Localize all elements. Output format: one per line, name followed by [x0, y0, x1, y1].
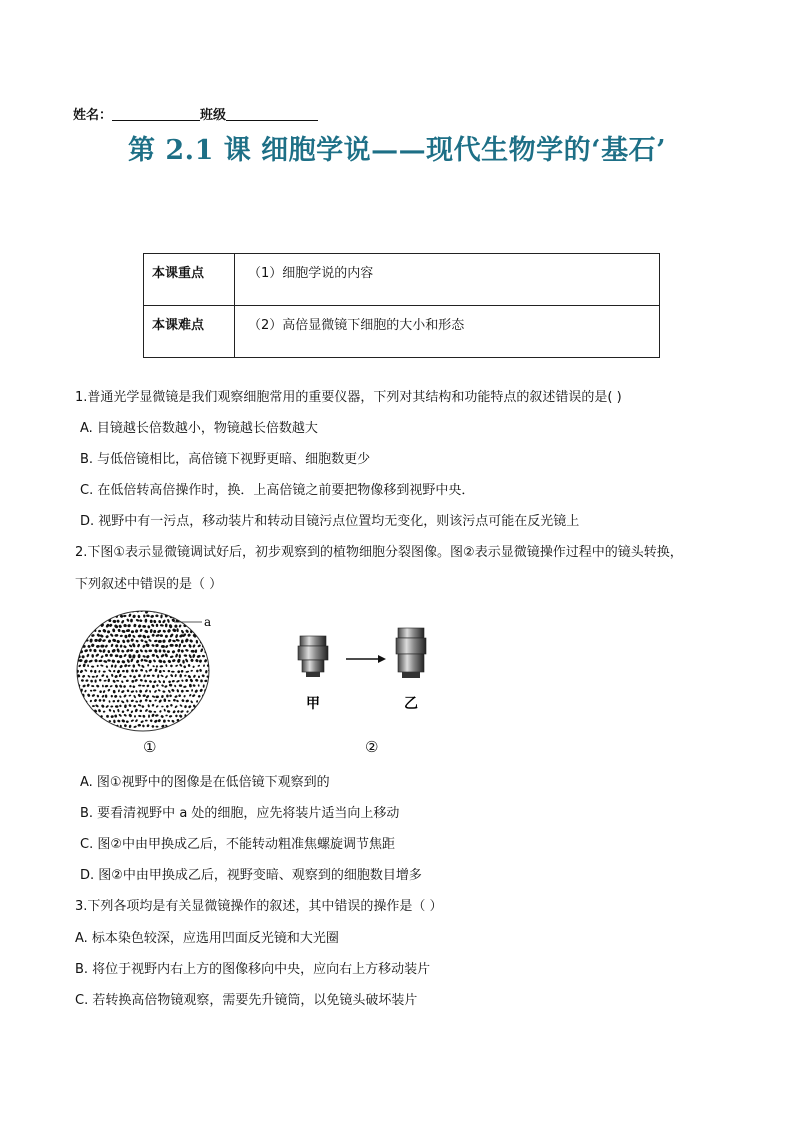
cell-dot	[96, 614, 101, 619]
cell-dot	[198, 725, 200, 728]
cell-dot	[192, 714, 195, 718]
cell-dot	[92, 676, 95, 678]
cell-dot	[183, 614, 187, 618]
cell-dot	[194, 608, 197, 612]
cell-dot	[77, 705, 80, 708]
cell-dot	[88, 618, 93, 622]
q1-option-c[interactable]: C. 在低倍转高倍操作时，换．上高倍镜之前要把物像移到视野中央．	[80, 483, 475, 498]
figure-2-label: ②	[365, 738, 379, 756]
cell-dot	[89, 610, 92, 613]
cell-dot	[166, 610, 170, 613]
cell-dot	[79, 715, 82, 719]
cell-dot	[186, 619, 190, 624]
focus-value: （1）细胞学说的内容	[235, 254, 660, 306]
cell-dot	[202, 724, 206, 728]
cell-dot	[86, 714, 89, 717]
cell-dot	[170, 644, 174, 647]
cell-dot	[75, 629, 79, 633]
cell-dot	[83, 715, 86, 719]
cell-dot	[205, 719, 208, 722]
cell-dot	[85, 610, 87, 614]
cell-dot	[92, 724, 96, 728]
q1-option-b[interactable]: B. 与低倍镜相比，高倍镜下视野更暗、细胞数更少	[80, 452, 371, 467]
cell-dot	[75, 689, 79, 693]
cell-dot	[84, 629, 87, 633]
name-blank[interactable]	[112, 107, 200, 121]
cell-dot	[202, 714, 205, 718]
cell-dot	[175, 724, 178, 727]
cell-dot	[178, 724, 181, 727]
cell-dot	[76, 640, 80, 644]
cell-dot	[77, 723, 80, 727]
cell-dot	[207, 724, 210, 727]
cell-dot	[179, 654, 181, 658]
cell-dot	[203, 609, 208, 614]
class-label: 班级	[200, 108, 227, 123]
cell-dot	[117, 609, 121, 613]
focus-key: 本课重点	[144, 254, 235, 306]
difficulty-value: （2）高倍显微镜下细胞的大小和形态	[235, 306, 660, 358]
question-1-stem: 1.普通光学显微镜是我们观察细胞常用的重要仪器，下列对其结构和功能特点的叙述错误的是( )	[75, 390, 622, 405]
cell-dot	[199, 609, 203, 613]
cell-dot	[190, 619, 194, 623]
cell-dot	[204, 700, 207, 702]
q2-option-d[interactable]: D. 图②中由甲换成乙后，视野变暗、观察到的细胞数目增多	[80, 868, 422, 883]
cell-dot	[210, 634, 214, 638]
cell-dot	[211, 724, 215, 728]
cell-dot	[96, 725, 99, 727]
table-row	[144, 306, 660, 358]
cell-dot	[208, 648, 212, 653]
q2-option-c[interactable]: C. 图②中由甲换成乙后，不能转动粗准焦螺旋调节焦距	[80, 837, 395, 852]
cell-dot	[176, 610, 180, 613]
cell-dot	[87, 623, 91, 627]
q3-option-a[interactable]: A. 标本染色较深，应选用凹面反光镜和大光圈	[75, 931, 339, 946]
cell-dot	[195, 629, 199, 633]
cell-dot	[204, 630, 207, 634]
cell-dot	[80, 608, 84, 613]
q3-option-b[interactable]: B. 将位于视野内右上方的图像移向中央，应向右上方移动装片	[75, 962, 431, 977]
question-2-stem-line-2: 下列叙述中错误的是（ ）	[75, 577, 223, 592]
cell-dot	[80, 709, 83, 712]
cell-dot	[100, 725, 104, 727]
cell-dot	[92, 623, 95, 626]
objective-lens-switch-image	[288, 626, 438, 716]
difficulty-key: 本课难点	[144, 306, 235, 358]
cell-dot	[203, 710, 206, 713]
cell-dot	[186, 719, 189, 722]
label-a: a	[204, 615, 212, 629]
cell-dot	[185, 609, 189, 612]
cell-dot	[105, 725, 109, 729]
cell-dot	[171, 609, 176, 613]
cell-dot	[211, 674, 215, 677]
arrow-icon	[378, 655, 386, 663]
cell-dot	[209, 629, 213, 632]
cell-dot	[147, 664, 149, 667]
cell-dot	[105, 613, 109, 618]
page-title: 第 2.1 课 细胞学说——现代生物学的‘基石’	[128, 135, 666, 166]
cell-dot	[184, 725, 187, 727]
cell-dot	[86, 614, 90, 618]
cell-dot	[95, 679, 97, 682]
cell-dot	[202, 635, 205, 639]
cell-dot	[199, 629, 203, 633]
cell-dot	[208, 709, 212, 712]
cell-dot	[94, 620, 98, 622]
cell-dot	[195, 620, 199, 624]
cell-dot	[75, 710, 79, 714]
cell-dot	[100, 614, 105, 619]
cell-dot	[76, 650, 79, 652]
cell-dot	[200, 719, 203, 722]
cell-dot	[85, 719, 88, 722]
question-2-stem-line-1: 2.下图①表示显微镜调试好后，初步观察到的植物细胞分裂图像。图②表示显微镜操作过程中的镜头转换，	[75, 545, 683, 560]
cell-dot	[204, 638, 209, 642]
cell-dot	[78, 645, 82, 649]
cell-dot	[109, 725, 112, 728]
cell-dot	[208, 689, 212, 693]
cell-dot	[84, 710, 87, 713]
cell-dot	[78, 634, 82, 638]
cell-dot	[199, 710, 202, 712]
cell-dot	[92, 714, 96, 718]
cell-dot	[80, 719, 84, 723]
q3-option-c[interactable]: C. 若转换高倍物镜观察，需要先升镜筒，以免镜头破坏装片	[75, 993, 418, 1008]
cell-dot	[98, 619, 102, 623]
cell-dot	[212, 695, 214, 698]
cell-dot	[211, 715, 214, 718]
cell-dot	[180, 609, 185, 613]
cell-dot	[206, 634, 210, 639]
cell-dot	[211, 704, 215, 707]
cell-dot	[98, 610, 101, 614]
cell-dot	[89, 710, 92, 713]
cell-dot	[209, 609, 213, 612]
cell-dot	[77, 694, 81, 698]
cell-dot	[91, 615, 95, 618]
cell-dot	[210, 684, 214, 688]
cell-dot	[212, 654, 215, 658]
cell-dot	[195, 720, 198, 723]
cell-dot	[209, 699, 212, 702]
cell-dot	[164, 609, 167, 613]
cell-dot	[103, 609, 107, 613]
cell-dot	[129, 685, 131, 688]
cell-dot	[76, 609, 79, 613]
cell-dot	[210, 665, 213, 668]
objective-yi-icon	[396, 628, 426, 678]
cell-dot	[81, 623, 85, 627]
cell-dot	[206, 644, 210, 648]
table-row	[144, 254, 660, 306]
cell-dot	[82, 704, 86, 708]
cell-dot	[87, 725, 90, 728]
cell-dot	[77, 624, 82, 628]
cell-dot	[201, 705, 205, 709]
cell-dot	[77, 614, 80, 617]
cell-dot	[209, 679, 213, 682]
cell-dot	[195, 709, 198, 712]
cell-dot	[85, 618, 88, 622]
question-3-stem: 3.下列各项均是有关显微镜操作的叙述，其中错误的操作是（ ）	[75, 899, 443, 914]
cell-dot	[197, 714, 200, 717]
cell-dot	[211, 614, 216, 618]
q1-option-a[interactable]: A. 目镜越长倍数越小，物镜越长倍数越大	[80, 421, 318, 436]
cell-dot	[99, 719, 102, 722]
cell-dot	[82, 614, 86, 618]
cell-division-field-image	[74, 608, 224, 733]
cell-dot	[192, 623, 197, 628]
cell-dot	[122, 609, 125, 613]
cell-dot	[80, 638, 84, 642]
cell-dot	[79, 629, 83, 632]
label-jia: 甲	[306, 696, 320, 712]
cell-dot	[76, 619, 80, 622]
name-label: 姓名：	[73, 108, 113, 123]
cell-dot	[206, 695, 209, 698]
cell-dot	[177, 614, 182, 619]
cell-dot	[193, 614, 197, 618]
cell-dot	[89, 720, 93, 724]
cell-dot	[107, 609, 111, 613]
cell-dot	[74, 719, 78, 723]
cell-dot	[125, 608, 129, 612]
cell-dot	[190, 609, 194, 613]
cell-dot	[76, 699, 79, 703]
cell-dot	[211, 643, 215, 647]
cell-dot	[92, 608, 97, 612]
cell-dot	[97, 665, 99, 667]
cell-dot	[79, 618, 83, 623]
q1-option-d[interactable]: D. 视野中有一污点，移动装片和转动目镜污点位置均无变化，则该污点可能在反光镜上	[80, 514, 580, 529]
cell-dot	[209, 640, 213, 644]
class-blank[interactable]	[226, 107, 318, 121]
q2-option-b[interactable]: B. 要看清视野中 a 处的细胞，应先将装片适当向上移动	[80, 806, 400, 821]
cell-dot	[206, 714, 208, 718]
cell-dot	[188, 614, 192, 618]
q2-option-a[interactable]: A. 图①视野中的图像是在低倍镜下观察到的	[80, 775, 330, 790]
name-class-line	[73, 104, 318, 123]
cell-dot	[111, 609, 115, 613]
cell-dot	[80, 699, 83, 702]
cell-dot	[198, 624, 201, 627]
label-yi: 乙	[404, 696, 418, 712]
objective-jia-icon	[298, 636, 328, 677]
cell-dot	[207, 705, 211, 708]
cell-dot	[193, 724, 196, 727]
cell-dot	[190, 720, 193, 723]
cell-dot	[197, 614, 201, 618]
cell-dot	[95, 720, 98, 723]
cell-dot	[187, 724, 191, 728]
figure-1-label: ①	[143, 738, 157, 756]
cell-dot	[82, 634, 87, 639]
cell-dot	[82, 725, 85, 728]
lesson-focus-table	[143, 253, 660, 358]
cell-dot	[209, 719, 213, 723]
